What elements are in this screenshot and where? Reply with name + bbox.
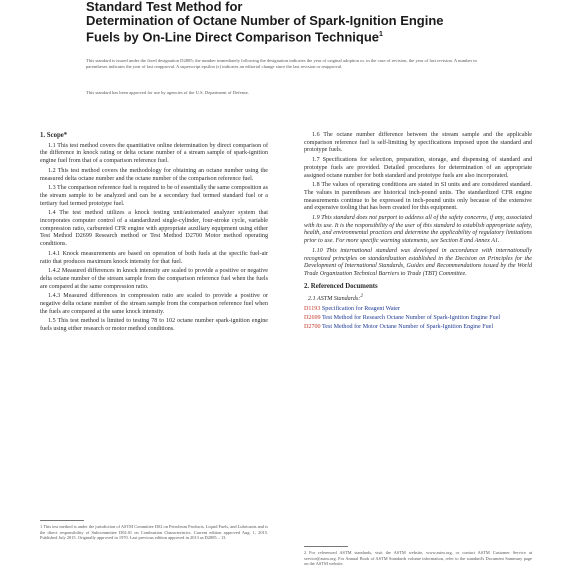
- reference-item[interactable]: [304, 315, 532, 323]
- left-column: [40, 132, 268, 336]
- title-footnote-mark: 1: [379, 31, 383, 38]
- astm-standards-label: 2.1 ASTM Standards:: [308, 296, 361, 303]
- reference-list: [304, 306, 532, 331]
- designation-notice: This standard is issued under the fixed designation D2885; the number immediately following the designation indicates the year of original adoption or, in the case of revision, the year of last revision. A number in parentheses indicates the year of last reapproval. A superscript epsilon (ε) indicates an editorial change since the last revision or reapproval.: [86, 58, 477, 69]
- scope-paragraph-8: 1.5 This test method is limited to testing 78 to 102 octane number spark-ignition engine fuels using either research or motor method conditions.: [40, 318, 268, 333]
- scope-paragraph-4: 1.4 The test method utilizes a knock testing unit/automated analyzer system that incorporates computer control of a standardized single-cylinder, four-stroke cycle, variable compression ratio, carbureted CFR engine with appropriate auxiliary equipment using either Test Method D2699 Research method or Test Method D2700 Motor method operating conditions.: [40, 210, 268, 248]
- scope-paragraph-3: 1.3 The comparison reference fuel is required to be of essentially the same composition as the stream sample to be analyzed and can be a secondary fuel termed standard fuel or a tertiary fuel termed prototype fuel.: [40, 185, 268, 207]
- reference-title-link[interactable]: Specification for Reagent Water: [321, 306, 400, 313]
- right-footnote-rule: [304, 546, 348, 547]
- reference-item[interactable]: [304, 306, 532, 314]
- astm-standards-subheading: [304, 293, 532, 304]
- scope-paragraph-right-3: 1.8 The values of operating conditions are stated in SI units and are considered standard. The values in parentheses are historical inch-pound units. The standardized CFR engine measurements continue to be expressed in inch-pound units only because of the extensive and expensive tooling that has been created for this equipment.: [304, 182, 532, 212]
- reference-code-link[interactable]: D2699: [304, 314, 321, 321]
- title-line-1: Standard Test Method for: [86, 0, 243, 14]
- scope-paragraph-1: 1.1 This test method covers the quantitative online determination by direct comparison of the difference in knock rating or delta octane number of a stream sample of spark-ignition engine fuel from that of a comparison reference fuel.: [40, 142, 268, 165]
- title-line-2: Determination of Octane Number of Spark-Ignition Engine: [86, 13, 444, 28]
- scope-paragraph-7: 1.4.3 Measured differences in compression ratio are scaled to provide a positive or negative delta octane number of the stream sample from the comparison reference fuel when the fuels are compared at the same knock intensity.: [40, 293, 268, 315]
- dod-notice: This standard has been approved for use by agencies of the U.S. Department of Defense.: [86, 90, 249, 95]
- reference-code-link[interactable]: D1193: [304, 306, 321, 313]
- right-column: [304, 132, 532, 332]
- reference-title-link[interactable]: Test Method for Research Octane Number of Spark-Ignition Engine Fuel: [322, 314, 501, 321]
- reference-code-link[interactable]: D2700: [304, 323, 321, 330]
- reference-item[interactable]: [304, 324, 532, 332]
- scope-paragraph-right-1: 1.6 The octane number difference between the stream sample and the applicable comparison reference fuel is self-limiting by specifications imposed upon the standard and prototype fuels.: [304, 132, 532, 154]
- scope-paragraph-2: 1.2 This test method covers the methodology for obtaining an octane number using the measured delta octane number and the octane number of the comparison reference fuel.: [40, 167, 268, 182]
- title-block: [86, 0, 506, 44]
- scope-paragraphs: [40, 143, 268, 334]
- right-footnote: 2 For referenced ASTM standards, visit the ASTM website, www.astm.org, or contact ASTM Customer Service at service@astm.org. For Annual Book of ASTM Standards volume information, refer to the standard's Document Summary page on the ASTM website.: [304, 550, 532, 567]
- left-footnote-rule: [40, 520, 84, 521]
- scope-paragraph-right-2: 1.7 Specifications for selection, preparation, storage, and dispensing of standard and prototype fuels are provided. Detailed procedures for determination of an appropriate assigned octane number for both standard and prototype fuels are also incorporated.: [304, 157, 532, 179]
- scope-paragraph-right-4: 1.9 This standard does not purport to address all of the safety concerns, if any, associated with its use. It is the responsibility of the user of this standard to establish appropriate safety, health, and environmental practices and determine the applicability of regulatory limitations prior to use. For more specific warning statements, see Section 8 and Annex A1.: [304, 215, 532, 245]
- referenced-documents-heading: 2. Referenced Documents: [304, 282, 378, 290]
- scope-heading: 1. Scope*: [40, 132, 68, 139]
- title-line-3: [86, 28, 506, 44]
- left-footnote: 1 This test method is under the jurisdiction of ASTM Committee D02 on Petroleum Products, Liquid Fuels, and Lubricants and is the direct responsibility of Subcommittee D02.01 on Combustion Characteristics. Current edition approved Aug. 1, 2015. Published July 2015. Originally approved in 1970. Last previous edition approved in 2013 as D2885 – 13.: [40, 524, 268, 541]
- scope-paragraph-right-5: 1.10 This international standard was developed in accordance with internationally recognized principles on standardization established in the Decision on Principles for the Development of International Standards, Guides and Recommendations issued by the World Trade Organization Technical Barriers to Trade (TBT) Committee.: [304, 247, 532, 277]
- scope-paragraph-6: 1.4.2 Measured differences in knock intensity are scaled to provide a positive or negative delta octane number of the stream sample from the comparison reference fuel when the fuels are compared at the same compression ratio.: [40, 268, 268, 290]
- astm-standards-footnote-mark: 2: [360, 293, 363, 300]
- reference-title-link[interactable]: Test Method for Motor Octane Number of Spark-Ignition Engine Fuel: [322, 323, 494, 330]
- title-line-3-text: Fuels by On-Line Direct Comparison Technique: [86, 29, 380, 45]
- scope-paragraphs-continued: [304, 132, 532, 279]
- scope-paragraph-5: 1.4.1 Knock measurements are based on operation of both fuels at the specific fuel-air ratio that produces maximum knock intensity for that fuel.: [40, 250, 268, 265]
